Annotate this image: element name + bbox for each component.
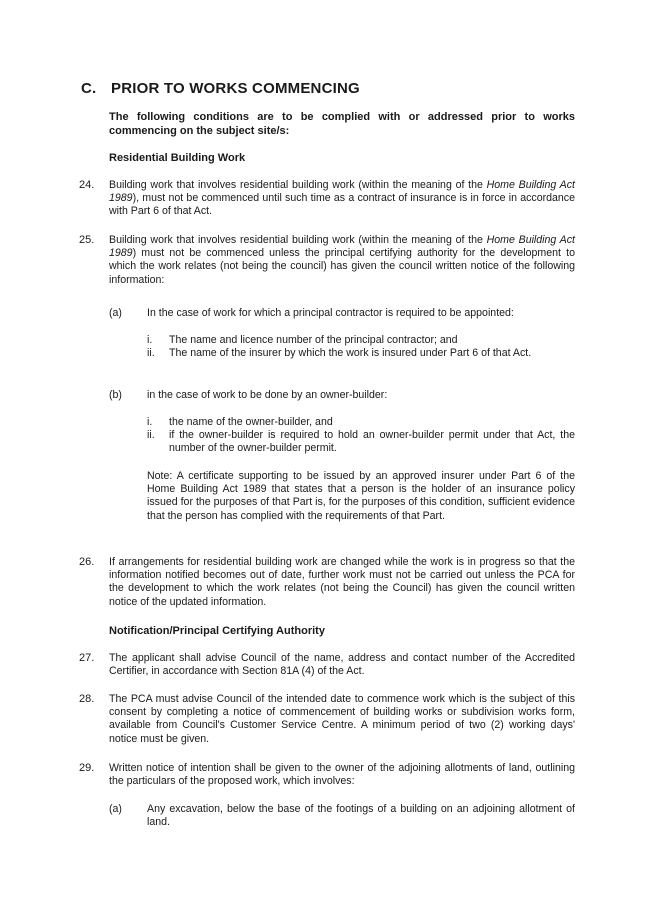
roman-text: the name of the owner-builder, and [169, 416, 333, 428]
condition-25-act-name: Home Building Act 1989 [109, 234, 575, 260]
condition-24-text-a: Building work that involves residential building work (within the meaning of the [109, 179, 487, 191]
roman-label: i. [147, 334, 153, 346]
condition-25-a-label: (a) [109, 307, 122, 319]
roman-text: if the owner-builder is required to hold an owner-builder permit under that Act, the number of the owner-builder permit. [169, 429, 575, 455]
list-item [147, 334, 575, 347]
condition-25-b-list [147, 416, 575, 456]
condition-25-text-a: Building work that involves residential building work (within the meaning of the [109, 234, 487, 246]
section-intro: The following conditions are to be complied with or addressed prior to works commencing on the subject site/s: [109, 111, 575, 137]
section-heading [81, 80, 360, 97]
section-letter: C. [81, 80, 97, 97]
condition-25-note: Note: A certificate supporting to be issued by an approved insurer under Part 6 of the Home Building Act 1989 that states that a person is the holder of an insurance policy issued for the purposes of that Part is, for the purposes of this condition, sufficient evidence that the person has complied with the requirements of that Part. [147, 470, 575, 522]
roman-text: The name of the insurer by which the work is insured under Part 6 of that Act. [169, 347, 532, 360]
condition-29-a-text: Any excavation, below the base of the footings of a building on an adjoining allotment of land. [147, 803, 575, 829]
condition-25-a-text: In the case of work for which a principal contractor is required to be appointed: [147, 307, 514, 319]
roman-label: i. [147, 416, 153, 428]
condition-29-a-label: (a) [109, 803, 122, 815]
condition-number-26: 26. [79, 556, 95, 568]
list-item [147, 416, 575, 429]
roman-text: The name and licence number of the principal contractor; and [169, 334, 458, 346]
condition-number-25: 25. [79, 234, 95, 246]
condition-number-27: 27. [79, 652, 95, 664]
condition-24-text-b: ), must not be commenced until such time as a contract of insurance is in force in accordance with Part 6 of that Act. [109, 192, 575, 218]
condition-25-a-list [147, 334, 575, 360]
condition-25-b-text: in the case of work to be done by an owner-builder: [147, 389, 388, 401]
subheading-notification: Notification/Principal Certifying Authority [109, 625, 325, 637]
condition-24-act-name: Home Building Act 1989 [109, 179, 575, 205]
list-item [147, 429, 575, 455]
condition-number-29: 29. [79, 762, 95, 774]
condition-number-28: 28. [79, 693, 95, 705]
condition-25-text-b: ) must not be commenced unless the principal certifying authority for the development to which the work relates (not being the council) has given the council written notice of the following information: [109, 247, 575, 286]
condition-number-24: 24. [79, 179, 95, 191]
condition-25-text [109, 234, 575, 287]
condition-28-text: The PCA must advise Council of the intended date to commence work which is the subject of this consent by completing a notice of commencement of building works or subdivision works form, available from Council's Customer Service Centre. A minimum period of two (2) working days' notice must be given. [109, 693, 575, 745]
condition-24-text [109, 179, 575, 219]
list-item [147, 347, 575, 360]
roman-label: ii. [147, 347, 155, 360]
subheading-residential: Residential Building Work [109, 152, 246, 164]
condition-27-text: The applicant shall advise Council of the name, address and contact number of the Accredited Certifier, in accordance with Section 81A (4) of the Act. [109, 652, 575, 678]
condition-25-b-label: (b) [109, 389, 122, 401]
condition-29-text: Written notice of intention shall be given to the owner of the adjoining allotments of land, outlining the particulars of the proposed work, which involves: [109, 762, 575, 788]
roman-label: ii. [147, 429, 155, 442]
section-title: PRIOR TO WORKS COMMENCING [111, 80, 360, 97]
condition-26-text: If arrangements for residential building work are changed while the work is in progress so that the information notified becomes out of date, further work must not be carried out unless the PCA for the development to which the work relates (not being the Council) has given the council written notice of the updated information. [109, 556, 575, 608]
